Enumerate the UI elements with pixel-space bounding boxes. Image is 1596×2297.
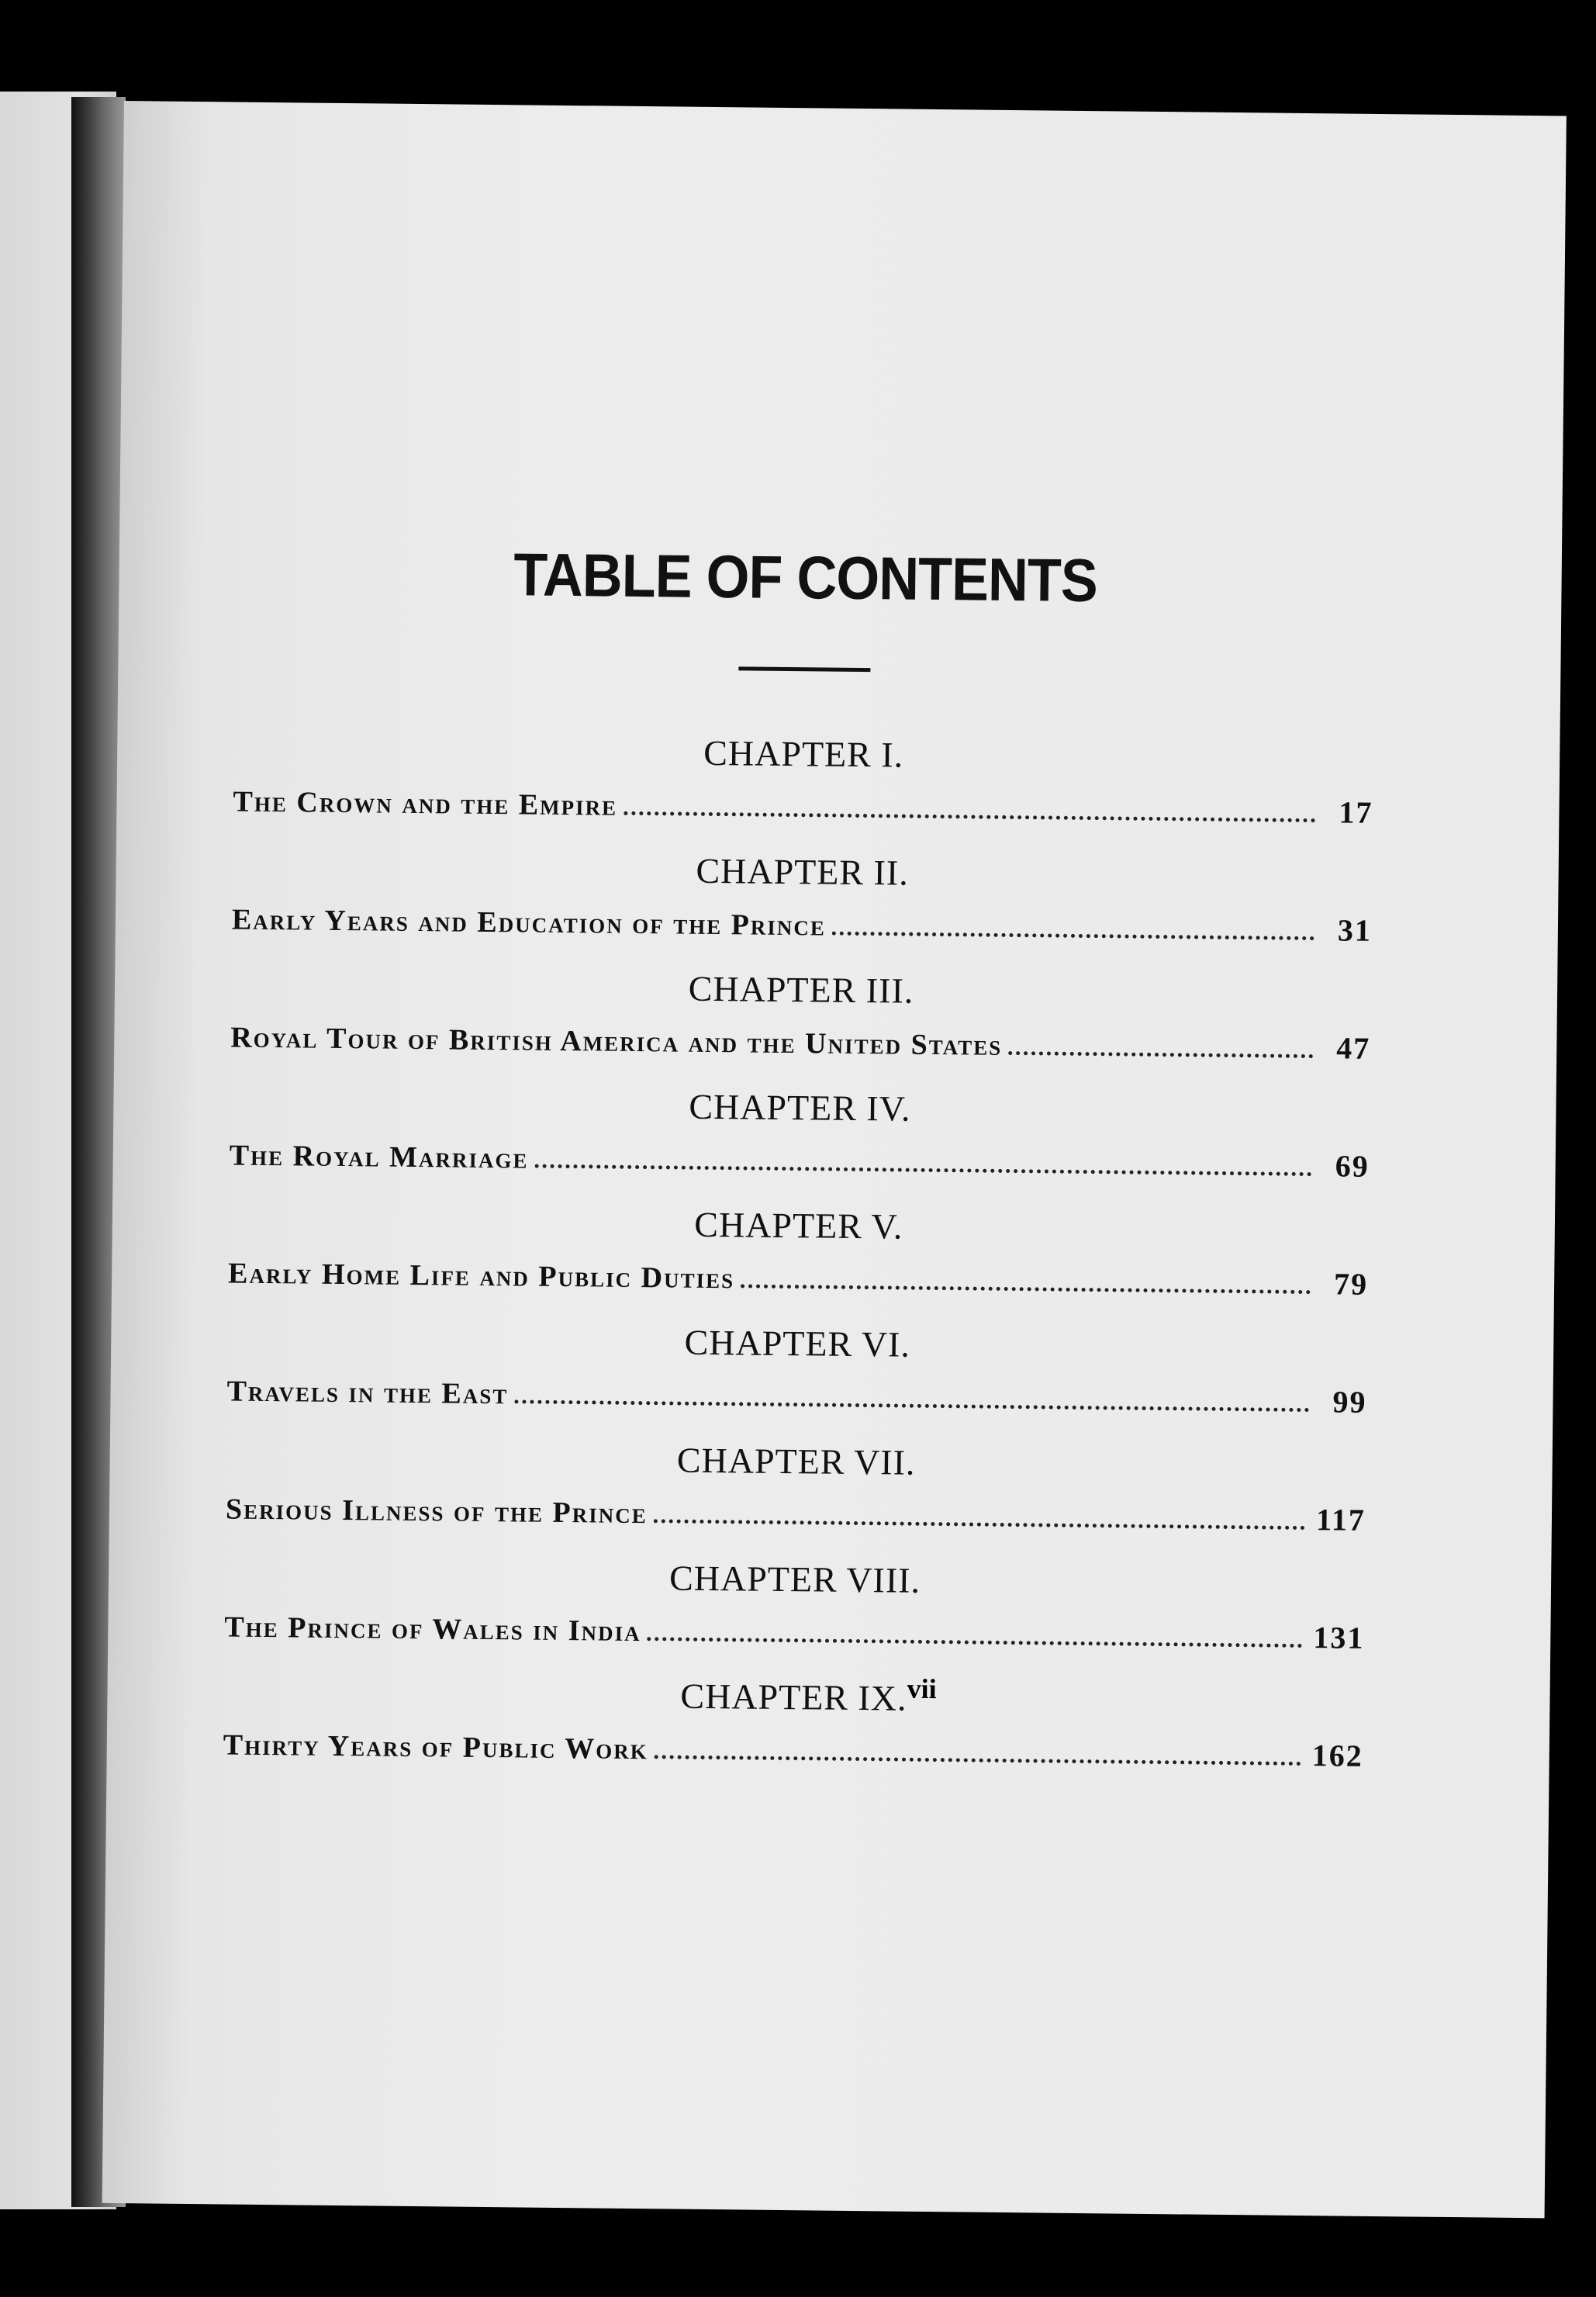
page-title: TABLE OF CONTENTS	[513, 540, 1098, 615]
chapter-label: CHAPTER VII.	[676, 1440, 916, 1482]
dot-leader	[654, 1519, 1305, 1530]
page-folio: vii	[907, 1673, 937, 1705]
chapter-entry	[224, 1552, 1365, 1655]
chapter-title: Travels in the East	[226, 1375, 509, 1411]
chapter-label: CHAPTER II.	[696, 850, 910, 893]
chapter-title: Thirty Years of Public Work	[223, 1728, 649, 1766]
chapter-label: CHAPTER IV.	[689, 1086, 911, 1129]
chapter-entry	[232, 846, 1373, 949]
contents-body	[223, 537, 1376, 1801]
chapter-entry	[226, 1434, 1366, 1538]
page-number: 79	[1333, 1266, 1369, 1302]
toc-line	[223, 1725, 1363, 1773]
page-number: 99	[1332, 1384, 1367, 1420]
chapter-entry	[233, 728, 1373, 831]
dot-leader	[1008, 1051, 1313, 1058]
toc-line	[228, 1254, 1368, 1302]
title-rule	[738, 666, 870, 672]
dot-leader	[832, 932, 1314, 941]
page-number: 17	[1339, 794, 1373, 830]
chapter-entry	[228, 1199, 1369, 1302]
chapter-title: The Royal Marriage	[229, 1139, 529, 1175]
toc-line	[226, 1489, 1366, 1538]
contents-page	[102, 101, 1567, 2218]
dot-leader	[534, 1164, 1311, 1176]
chapter-label: CHAPTER I.	[703, 732, 904, 775]
page-number: 31	[1337, 912, 1373, 948]
page-number: 69	[1335, 1148, 1370, 1184]
chapter-title: Early Years and Education of the Prince	[231, 903, 827, 943]
dot-leader	[514, 1399, 1309, 1412]
chapter-label: CHAPTER VI.	[684, 1322, 911, 1365]
chapter-title: Serious Illness of the Prince	[225, 1493, 648, 1531]
chapter-entry	[230, 1081, 1370, 1185]
toc-line	[230, 1019, 1370, 1067]
chapter-title: The Crown and the Empire	[233, 785, 618, 822]
toc-line	[232, 901, 1372, 949]
page-number: 162	[1311, 1738, 1363, 1773]
dot-leader	[647, 1637, 1302, 1648]
chapter-label: CHAPTER V.	[694, 1204, 903, 1247]
page-number: 117	[1315, 1502, 1366, 1538]
toc-line	[224, 1607, 1364, 1655]
dot-leader	[624, 811, 1315, 822]
chapter-title: Early Home Life and Public Duties	[227, 1257, 735, 1296]
toc-line	[233, 783, 1373, 831]
toc-line	[230, 1136, 1370, 1184]
page-number: 47	[1336, 1030, 1371, 1066]
dot-leader	[741, 1284, 1311, 1294]
chapter-title: The Prince of Wales in India	[224, 1610, 641, 1648]
chapter-title: Royal Tour of British America and the United States	[230, 1021, 1003, 1062]
chapter-label: CHAPTER VIII.	[668, 1558, 921, 1600]
dot-leader	[655, 1755, 1301, 1766]
toc-line	[226, 1372, 1366, 1420]
page-number: 131	[1313, 1620, 1365, 1655]
chapter-entry	[226, 1316, 1367, 1420]
chapter-entry	[230, 963, 1371, 1067]
chapter-label: CHAPTER III.	[688, 968, 914, 1011]
chapter-label: CHAPTER IX.	[680, 1676, 907, 1718]
